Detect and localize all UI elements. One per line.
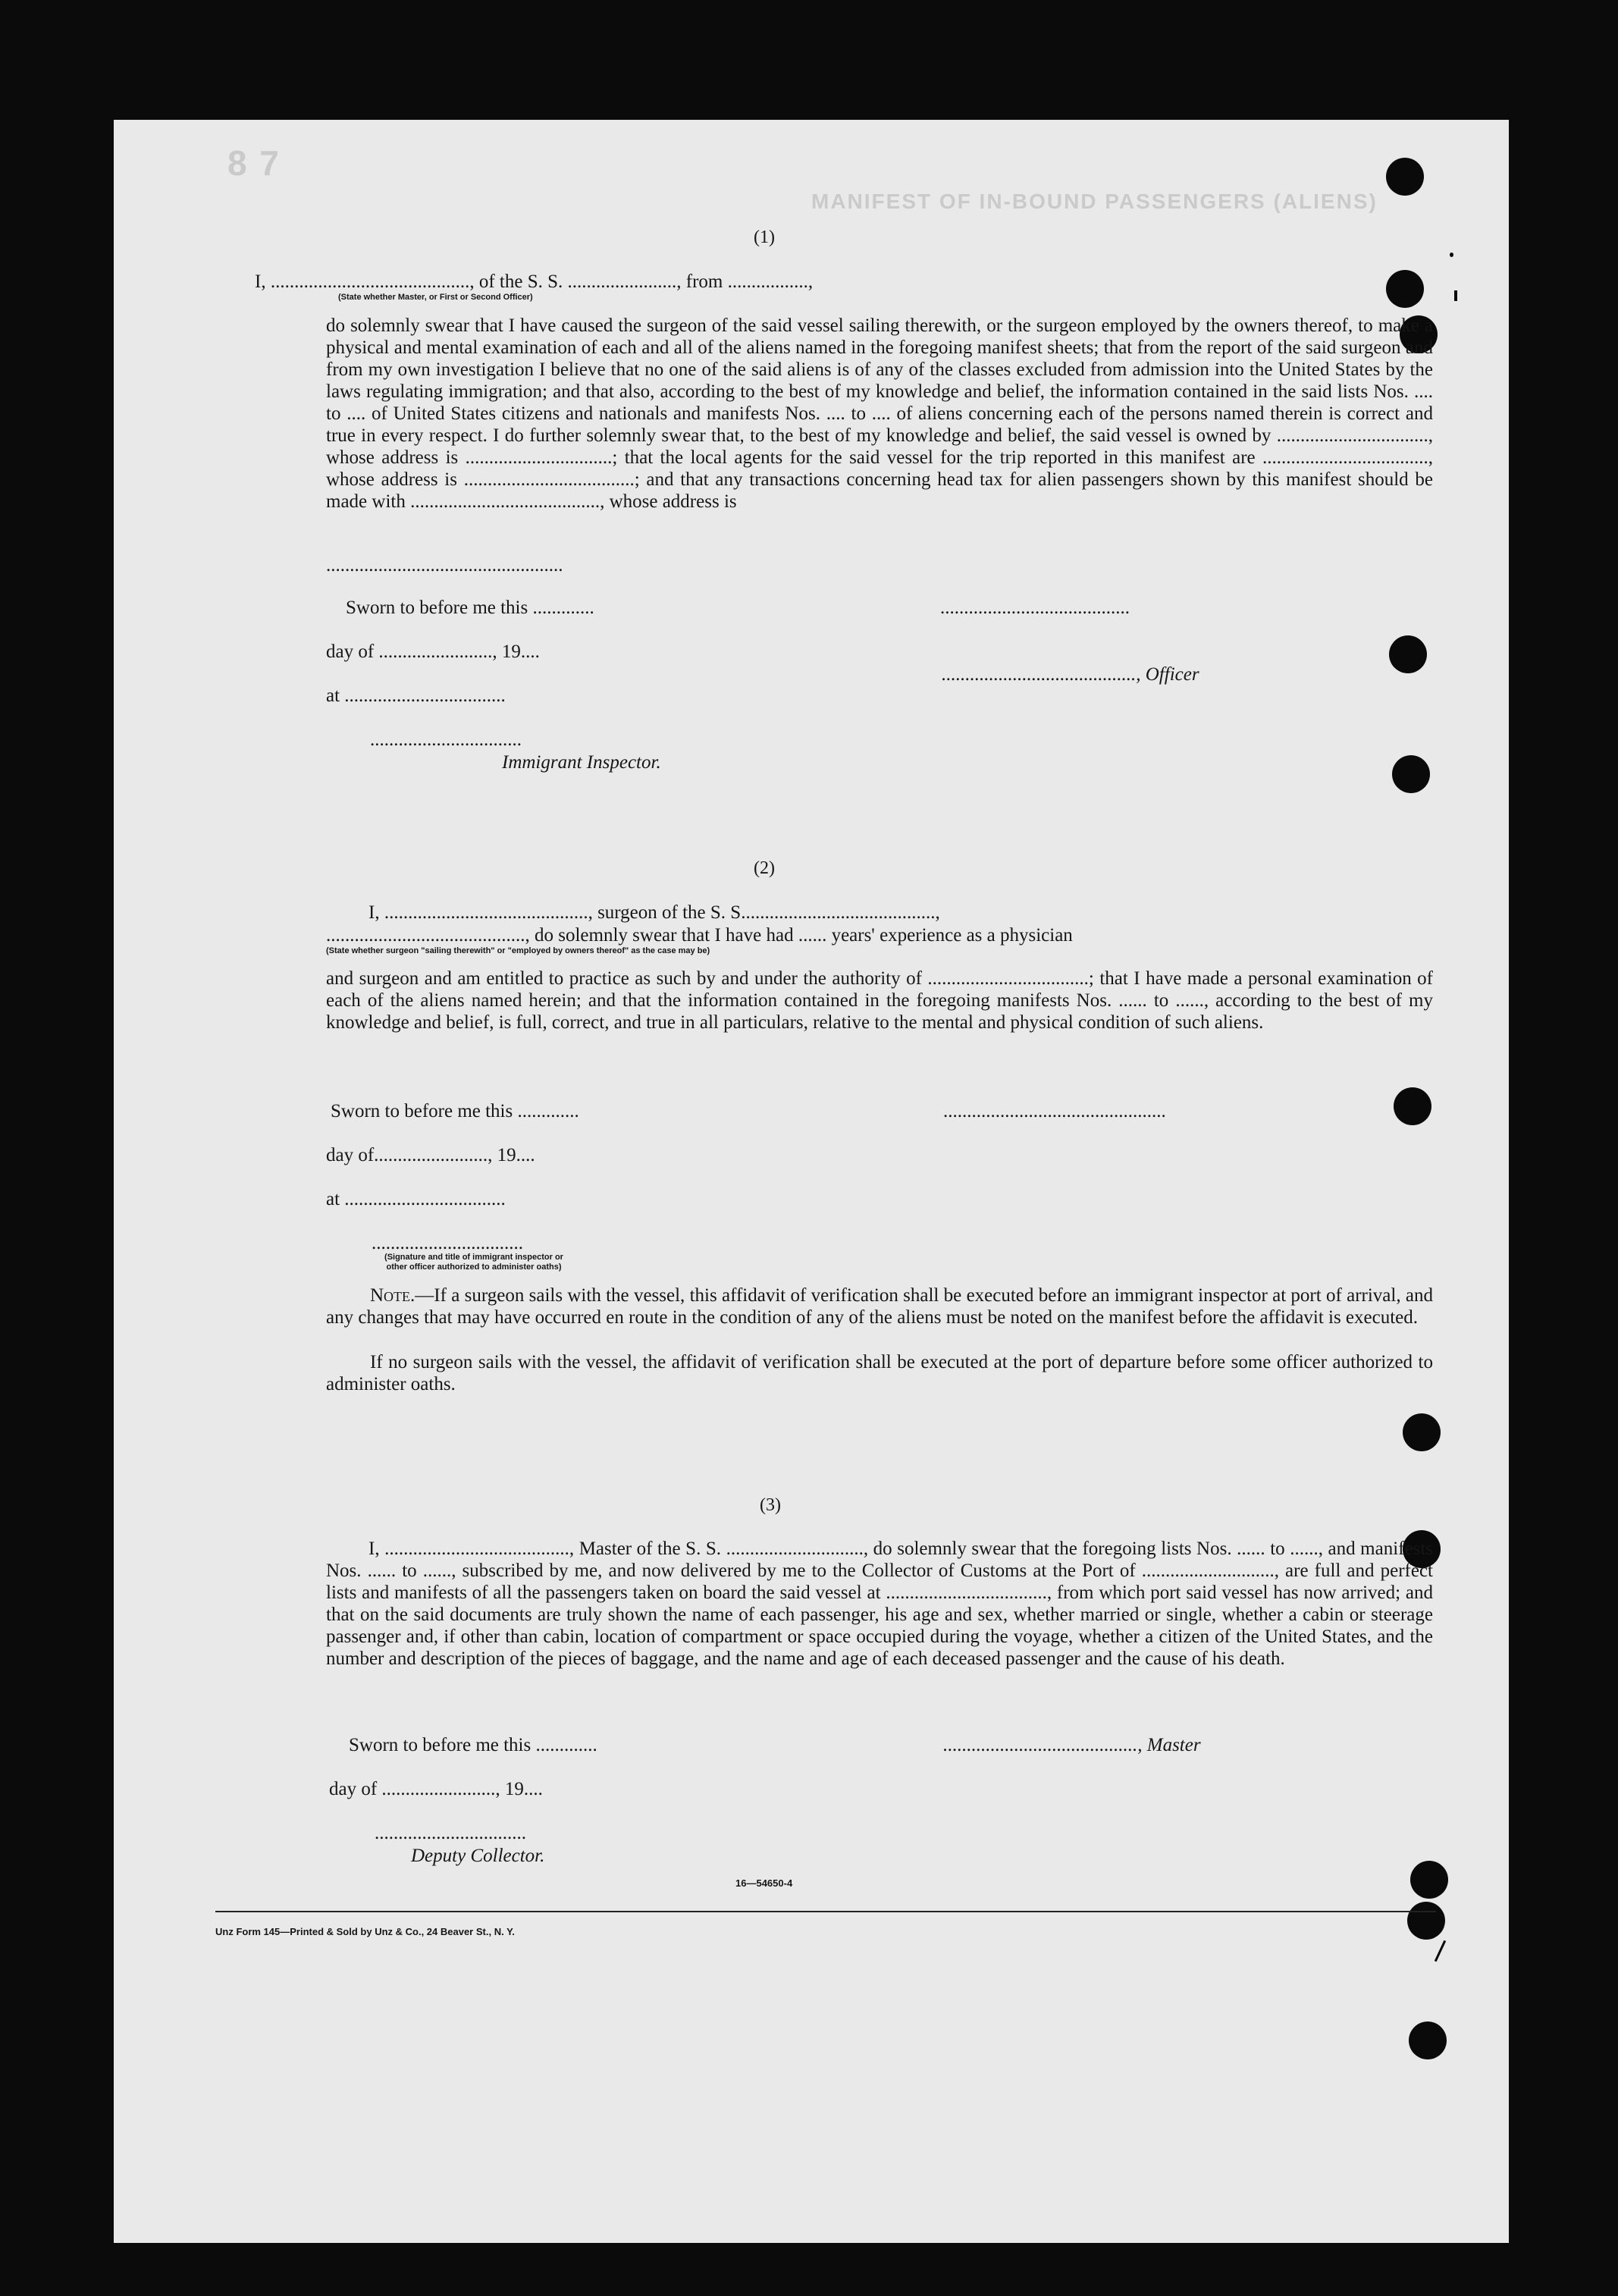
binder-hole <box>1410 1861 1448 1899</box>
officer-signature-line: ........................................., Officer <box>942 664 1199 685</box>
at-line: at .................................. <box>326 685 506 706</box>
master-signature-line: ........................................., Master <box>943 1735 1201 1755</box>
footer-rule <box>215 1911 1436 1912</box>
inspector-label: Immigrant Inspector. <box>502 752 661 773</box>
scan-mark <box>1450 252 1453 257</box>
binder-hole <box>1389 635 1427 673</box>
binder-hole <box>1394 1087 1431 1125</box>
note-paragraph <box>326 1284 1433 1328</box>
collector-label: Deputy Collector. <box>411 1846 545 1866</box>
day-line: day of ........................, 19.... <box>326 641 540 662</box>
section-number: (3) <box>760 1495 781 1515</box>
master-certification-paragraph: I, ......................................., Master of the S. S. ............................., do solemnly swear that the foregoing lists Nos. ...... to ......, and manifests Nos. ...... to ......, subscribed by me, and now delivered by me to the Collector of Customs at the Port of ............................, are full and perfect lists and manifests of all the passengers taken on board the said vessel at .................................., from which port said vessel has now arrived; and that on the said documents are truly shown the name of each passenger, his age and sex, whether married or single, whether a cabin or steerage passenger and, if other than cabin, location of compartment or space occupied during the voyage, whether a citizen of the United States, and the number and description of the pieces of baggage, and the name and age of each deceased passenger and the cause of his death. <box>326 1539 1433 1669</box>
master-oath-line: I, .........................................., of the S. S. ......................., from ................., <box>255 271 814 292</box>
bleed-number: 8 7 <box>227 143 281 183</box>
scan-mark <box>1454 290 1457 301</box>
note-paragraph-2: If no surgeon sails with the vessel, the affidavit of verification shall be executed at the port of departure before some officer authorized to administer oaths. <box>326 1352 1433 1394</box>
binder-hole <box>1386 158 1424 196</box>
officer-blank-line: ........................................ <box>940 598 1130 618</box>
inspector-signature-note: (Signature and title of immigrant inspector or other officer authorized to administer oaths) <box>384 1253 563 1272</box>
binder-hole <box>1386 270 1424 308</box>
surgeon-status-note: (State whether surgeon "sailing therewith" or "employed by owners thereof" as the case may be) <box>326 946 710 955</box>
master-rank-note: (State whether Master, or First or Second Officer) <box>338 293 533 302</box>
scan-mark <box>1435 1940 1446 1962</box>
binder-hole <box>1409 2022 1447 2059</box>
section-number: (2) <box>754 858 775 878</box>
printer-footer: Unz Form 145—Printed & Sold by Unz & Co., 24 Beaver St., N. Y. <box>215 1926 515 1937</box>
surgeon-oath-line: I, ..........................................., surgeon of the S. S........................................., <box>368 902 940 923</box>
section-number: (1) <box>754 227 775 247</box>
paragraph-end-dots: .................................................. <box>326 555 563 576</box>
sworn-line: Sworn to before me this ............. <box>346 598 594 618</box>
form-code: 16—54650-4 <box>735 1877 793 1889</box>
collector-blank-line: ................................ <box>375 1823 526 1843</box>
binder-hole <box>1403 1413 1441 1451</box>
inspector-blank-line: ................................ <box>370 729 522 750</box>
surgeon-experience-line: .........................................., do solemnly swear that I have had ...... years' experience as a physician <box>326 925 1073 946</box>
binder-hole <box>1407 1902 1445 1940</box>
note-text: —If a surgeon sails with the vessel, this affidavit of verification shall be executed before an immigrant inspector at port of arrival, and any changes that may have occurred en route in the condition of any of the aliens must be noted on the manifest before the affidavit is executed. <box>326 1285 1433 1328</box>
binder-hole <box>1392 755 1430 793</box>
surgeon-oath-paragraph: and surgeon and am entitled to practice as such by and under the authority of ..................................; that I have made a personal examination of each of the aliens named herein; and that the information contained in the foregoing manifests Nos. ...... to ......, according to the best of my knowledge and belief, is full, correct, and true in all particulars, relative to the mental and physical condition of such aliens. <box>326 968 1433 1033</box>
signature-blank-line: ............................................... <box>943 1101 1166 1121</box>
master-oath-paragraph: do solemnly swear that I have caused the surgeon of the said vessel sailing therewith, or the surgeon employed by the owners thereof, to make a physical and mental examination of each and all of the aliens named in the foregoing manifest sheets; that from the report of the said surgeon and from my own investigation I believe that no one of the said aliens is of any of the classes excluded from admission into the United States by the laws regulating immigration; and that also, according to the best of my knowledge and belief, the information contained in the said lists Nos. .... to .... of United States citizens and nationals and manifests Nos. .... to .... of aliens concerning each of the persons named therein is correct and true in every respect. I do further solemnly swear that, to the best of my knowledge and belief, the said vessel is owned by ................................, whose address is ...............................; that the local agents for the said vessel for the trip reported in this manifest are ..................................., whose address is ....................................; and that any transactions concerning head tax for alien passengers shown by this manifest should be made with ........................................, whose address is <box>326 315 1433 512</box>
note-label: Note. <box>370 1285 415 1306</box>
form-page <box>114 120 1509 2243</box>
at-line: at .................................. <box>326 1189 506 1209</box>
bleed-title: MANIFEST OF IN-BOUND PASSENGERS (ALIENS) <box>811 190 1378 213</box>
sworn-line: Sworn to before me this ............. <box>331 1101 579 1121</box>
sworn-line: Sworn to before me this ............. <box>349 1735 597 1755</box>
inspector-blank-line: ................................ <box>372 1233 523 1253</box>
day-line: day of ........................, 19.... <box>329 1779 543 1799</box>
day-line: day of........................, 19.... <box>326 1145 535 1165</box>
